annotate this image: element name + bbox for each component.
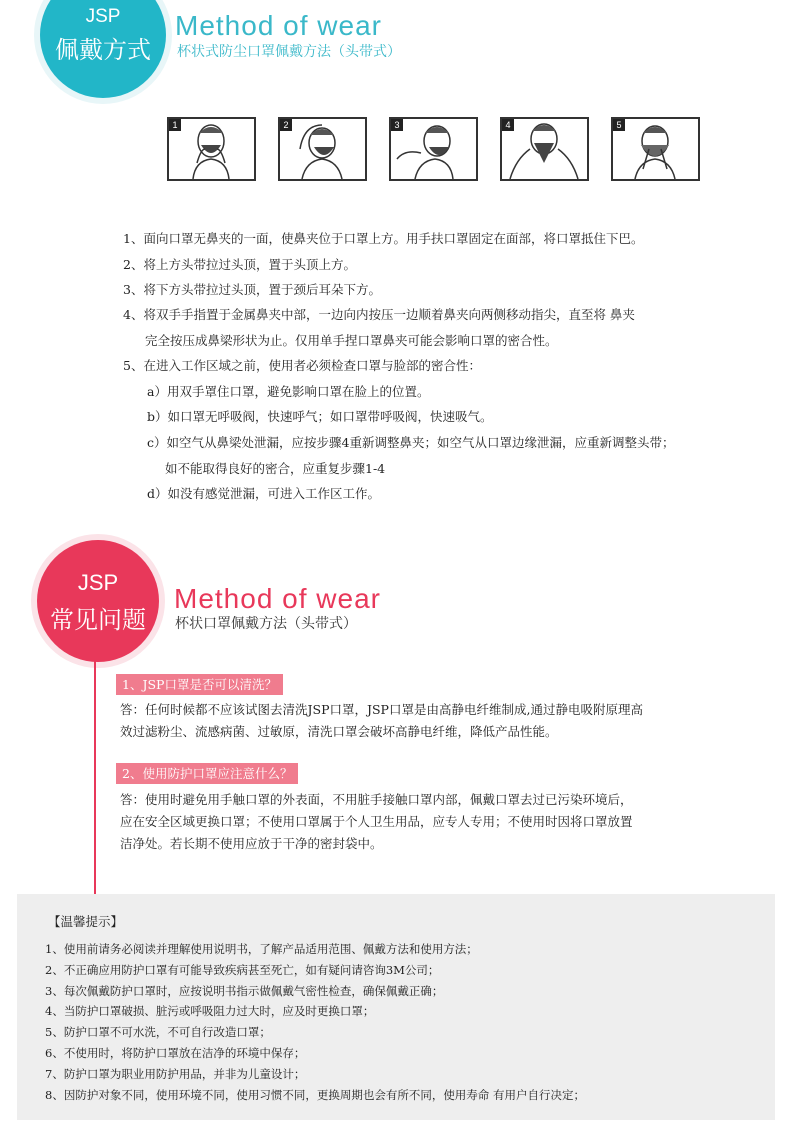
tip-item-8: 8、因防护对象不同，使用环境不同，使用习惯不同，更换周期也会有所不同，使用寿命 有用户自行决定； [45, 1088, 585, 1102]
answer-1-line-2: 效过滤粉尘、流感病菌、过敏原，清洗口罩会破坏高静电纤维，降低产品性能。 [120, 724, 558, 739]
section-subtitle: 杯状式防尘口罩佩戴方法（头带式） [177, 44, 401, 60]
tip-item-1: 1、使用前请务必阅读并理解使用说明书，了解产品适用范围、佩戴方法和使用方法； [45, 942, 478, 956]
instruction-1: 1、面向口罩无鼻夹的一面，使鼻夹位于口罩上方。用手扶口罩固定在面部，将口罩抵住下巴。 [123, 231, 644, 246]
question-tag-2: 2、使用防护口罩应注意什么？ [116, 763, 298, 784]
step-number: 5 [613, 119, 625, 131]
face-mask-icon [169, 119, 254, 179]
instruction-4-cont: 完全按压成鼻梁形状为止。仅用单手捏口罩鼻夹可能会影响口罩的密合性。 [145, 333, 558, 348]
section-subtitle: 杯状口罩佩戴方法（头带式） [175, 616, 357, 632]
instruction-4: 4、将双手手指置于金属鼻夹中部，一边向内按压一边顺着鼻夹向两侧移动指尖，直至将 鼻夹 [123, 307, 635, 322]
answer-1-line-1: 答：任何时候都不应该试图去清洗JSP口罩，JSP口罩是由高静电纤维制成,通过静电吸附原理高 [120, 702, 643, 717]
step-illustration-5 [611, 117, 700, 181]
face-mask-icon [613, 119, 698, 179]
badge-brand: JSP [85, 6, 121, 27]
timeline-divider [94, 660, 96, 896]
tip-item-2: 2、不正确应用防护口罩有可能导致疾病甚至死亡，如有疑问请咨询3M公司； [45, 963, 440, 977]
instruction-5c: c）如空气从鼻梁处泄漏，应按步骤4重新调整鼻夹；如空气从口罩边缘泄漏，应重新调整头带； [147, 435, 675, 450]
step-illustration-2 [278, 117, 367, 181]
answer-2-line-2: 应在安全区域更换口罩；不使用口罩属于个人卫生用品，应专人专用；不使用时因将口罩放置 [120, 814, 633, 829]
step-illustration-3 [389, 117, 478, 181]
section-title: Method of wear [175, 10, 382, 41]
instruction-2: 2、将上方头带拉过头顶，置于头顶上方。 [123, 257, 356, 272]
instruction-5b: b）如口罩无呼吸阀，快速呼气；如口罩带呼吸阀，快速吸气。 [147, 409, 493, 424]
instruction-5a: a）用双手罩住口罩，避免影响口罩在脸上的位置。 [147, 384, 430, 399]
badge-label: 佩戴方式 [55, 36, 151, 64]
tips-title: 【温馨提示】 [48, 914, 124, 929]
step-number: 4 [502, 119, 514, 131]
step-illustration-4 [500, 117, 589, 181]
answer-2-line-3: 洁净处。若长期不使用应放于干净的密封袋中。 [120, 836, 383, 851]
answer-2-line-1: 答：使用时避免用手触口罩的外表面，不用脏手接触口罩内部，佩戴口罩去过已污染环境后， [120, 792, 633, 807]
face-mask-icon [391, 119, 476, 179]
tip-item-7: 7、防护口罩为职业用防护用品，并非为儿童设计； [45, 1067, 306, 1081]
instruction-5c-cont: 如不能取得良好的密合，应重复步骤1-4 [165, 461, 386, 476]
step-illustration-1 [167, 117, 256, 181]
instruction-5: 5、在进入工作区域之前，使用者必须检查口罩与脸部的密合性： [123, 358, 481, 373]
badge-faq [37, 540, 159, 662]
instruction-3: 3、将下方头带拉过头顶，置于颈后耳朵下方。 [123, 282, 381, 297]
tip-item-6: 6、不使用时，将防护口罩放在洁净的环境中保存； [45, 1046, 306, 1060]
step-illustrations [167, 117, 700, 183]
badge-brand: JSP [77, 570, 119, 595]
badge-wear-method [40, 0, 166, 98]
step-number: 1 [169, 119, 181, 131]
face-mask-icon [502, 119, 587, 179]
step-number: 2 [280, 119, 292, 131]
tip-item-5: 5、防护口罩不可水洗，不可自行改造口罩； [45, 1025, 271, 1039]
tip-item-4: 4、当防护口罩破损、脏污或呼吸阻力过大时，应及时更换口罩； [45, 1004, 375, 1018]
instruction-5d: d）如没有感觉泄漏，可进入工作区工作。 [147, 486, 381, 501]
section-title: Method of wear [174, 583, 381, 614]
step-number: 3 [391, 119, 403, 131]
badge-label: 常见问题 [50, 606, 146, 634]
question-tag-1: 1、JSP口罩是否可以清洗？ [116, 674, 283, 695]
tip-item-3: 3、每次佩戴防护口罩时，应按说明书指示做佩戴气密性检查，确保佩戴正确； [45, 984, 444, 998]
face-mask-icon [280, 119, 365, 179]
